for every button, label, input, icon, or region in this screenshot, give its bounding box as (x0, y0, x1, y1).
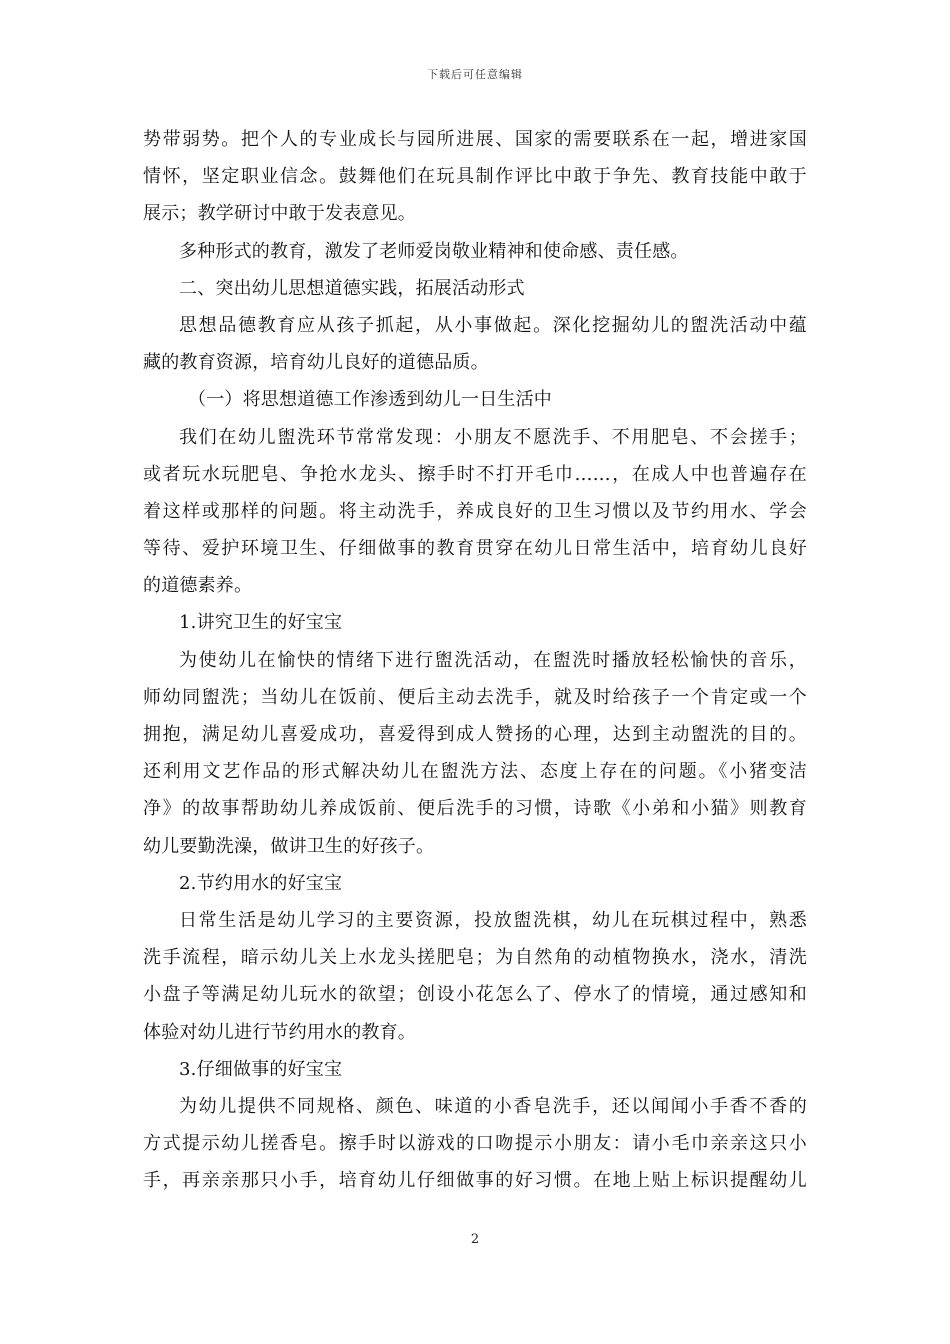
text-line: 2.节约用水的好宝宝 (179, 872, 343, 894)
text-line: 的道德素养。 (143, 575, 253, 597)
text-line: 着这样或那样的问题。将主动洗手，养成良好的卫生习惯以及节约用水、学会 (143, 500, 807, 522)
text-line: 情怀，坚定职业信念。鼓舞他们在玩具制作评比中敢于争先、教育技能中敢于 (143, 166, 807, 188)
text-line: 洗手流程，暗示幼儿关上水龙头搓肥皂；为自然角的动植物换水，浇水，清洗 (143, 947, 807, 969)
text-line: 二、突出幼儿思想道德实践，拓展活动形式 (179, 277, 525, 299)
text-line: 等待、爱护环境卫生、仔细做事的教育贯穿在幼儿日常生活中，培育幼儿良好 (143, 538, 807, 560)
text-line: 拥抱，满足幼儿喜爱成功，喜爱得到成人赞扬的心理，达到主动盥洗的目的。 (143, 724, 807, 745)
text-line: 1.讲究卫生的好宝宝 (179, 612, 343, 634)
text-line: （一）将思想道德工作渗透到幼儿一日生活中 (188, 389, 552, 411)
text-line: 师幼同盥洗；当幼儿在饭前、便后主动去洗手，就及时给孩子一个肯定或一个 (143, 686, 807, 708)
page-number: 2 (470, 1232, 480, 1247)
text-line: 幼儿要勤洗澡，做讲卫生的好孩子。 (143, 835, 435, 857)
text-line: 藏的教育资源，培育幼儿良好的道德品质。 (143, 352, 489, 374)
text-line: 展示；教学研讨中敢于发表意见。 (143, 203, 416, 225)
text-line: 手，再亲亲那只小手，培育幼儿仔细做事的好习惯。在地上贴上标识提醒幼儿 (143, 1170, 807, 1192)
text-line: 还利用文艺作品的形式解决幼儿在盥洗方法、态度上存在的问题。《小猪变洁 (143, 761, 807, 783)
text-line: 3.仔细做事的好宝宝 (179, 1058, 343, 1080)
text-line: 我们在幼儿盥洗环节常常发现：小朋友不愿洗手、不用肥皂、不会搓手； (179, 426, 807, 448)
text-line: 为使幼儿在愉快的情绪下进行盥洗活动，在盥洗时播放轻松愉快的音乐， (179, 649, 807, 671)
text-line: 方式提示幼儿搓香皂。擦手时以游戏的口吻提示小朋友：请小毛巾亲亲这只小 (143, 1133, 807, 1155)
page-header: 下载后可任意编辑 (427, 68, 523, 81)
text-line: 多种形式的教育，激发了老师爱岗敬业精神和使命感、责任感。 (179, 240, 689, 262)
text-line: 日常生活是幼儿学习的主要资源，投放盥洗棋，幼儿在玩棋过程中，熟悉 (179, 909, 807, 931)
text-line: 或者玩水玩肥皂、争抢水龙头、擦手时不打开毛巾……，在成人中也普遍存在 (143, 463, 807, 485)
text-line: 思想品德教育应从孩子抓起，从小事做起。深化挖掘幼儿的盥洗活动中蕴 (179, 314, 807, 336)
text-line: 势带弱势。把个人的专业成长与园所进展、国家的需要联系在一起，增进家国 (143, 129, 807, 150)
text-line: 为幼儿提供不同规格、颜色、味道的小香皂洗手，还以闻闻小手香不香的 (179, 1095, 807, 1117)
text-line: 小盘子等满足幼儿玩水的欲望；创设小花怎么了、停水了的情境，通过感知和 (143, 984, 807, 1006)
text-line: 体验对幼儿进行节约用水的教育。 (143, 1021, 416, 1043)
document-body (143, 121, 807, 1199)
text-line: 净》的故事帮助幼儿养成饭前、便后洗手的习惯，诗歌《小弟和小猫》则教育 (143, 798, 807, 820)
